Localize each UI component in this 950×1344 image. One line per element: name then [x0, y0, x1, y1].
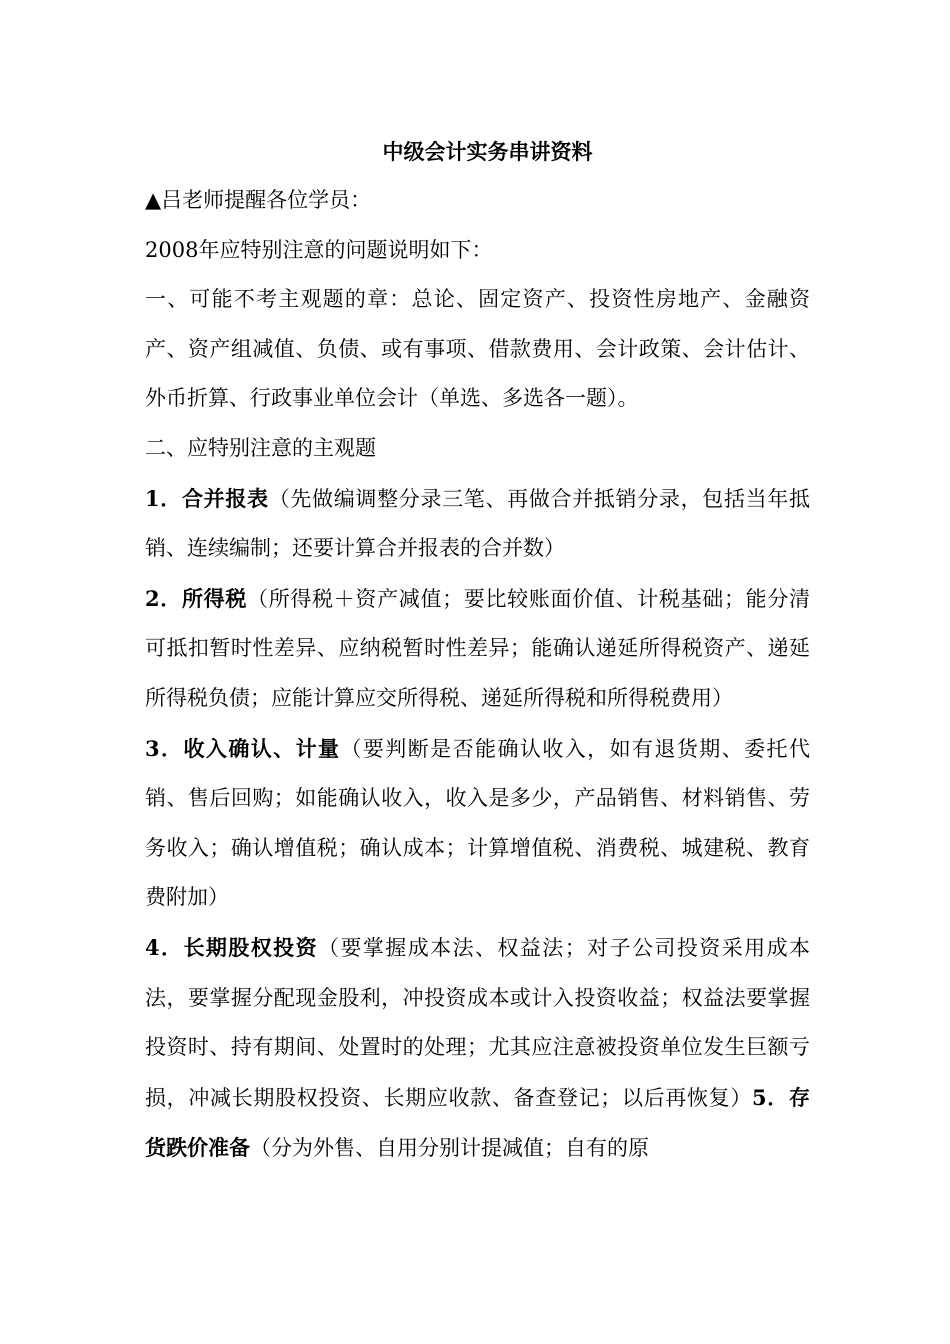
item-heading: 2．所得税 — [145, 585, 248, 611]
document-title: 中级会计实务串讲资料 — [382, 139, 593, 164]
document-body — [145, 128, 810, 1174]
item-consolidated-statements — [145, 474, 810, 574]
item-heading: 5．存货跌价准备 — [145, 1084, 810, 1161]
intro-line: 2008年应特别注意的问题说明如下： — [145, 237, 493, 262]
section-two-heading: 二、应特别注意的主观题 — [145, 435, 376, 460]
item-long-term-equity-investment — [145, 923, 810, 1174]
item-body: （要掌握成本法、权益法；对子公司投资采用成本法，要掌握分配现金股利，冲投资成本或计入投资收益；权益法要掌握投资时、持有期间、处置时的处理；尤其应注意被投资单位发生巨额亏损，冲减长期股权投资、长期应收款、备查登记；以后再恢复） — [145, 935, 810, 1110]
item-heading: 3．收入确认、计量 — [145, 735, 341, 761]
item-body: （分为外售、自用分别计提减值；自有的原 — [250, 1136, 649, 1161]
item-heading: 4．长期股权投资 — [145, 934, 319, 960]
reminder-line: ▲吕老师提醒各位学员： — [145, 188, 372, 212]
item-body: （所得税＋资产减值；要比较账面价值、计税基础；能分清可抵扣暂时性差异、应纳税暂时性差异；能确认递延所得税资产、递延所得税负债；应能计算应交所得税、递延所得税和所得税费用） — [145, 586, 810, 710]
item-body: （先做编调整分录三笔、再做合并抵销分录，包括当年抵销、连续编制；还要计算合并报表的合并数） — [145, 486, 810, 561]
item-income-tax — [145, 574, 810, 724]
item-body: （要判断是否能确认收入，如有退货期、委托代销、售后回购；如能确认收入，收入是多少，产品销售、材料销售、劳务收入；确认增值税；确认成本；计算增值税、消费税、城建税、教育费附加） — [145, 736, 810, 910]
item-revenue-recognition — [145, 724, 810, 923]
section-one: 一、可能不考主观题的章：总论、固定资产、投资性房地产、金融资产、资产组减值、负债、或有事项、借款费用、会计政策、会计估计、外币折算、行政事业单位会计（单选、多选各一题）。 — [145, 287, 810, 411]
item-heading: 1．合并报表 — [145, 485, 269, 511]
